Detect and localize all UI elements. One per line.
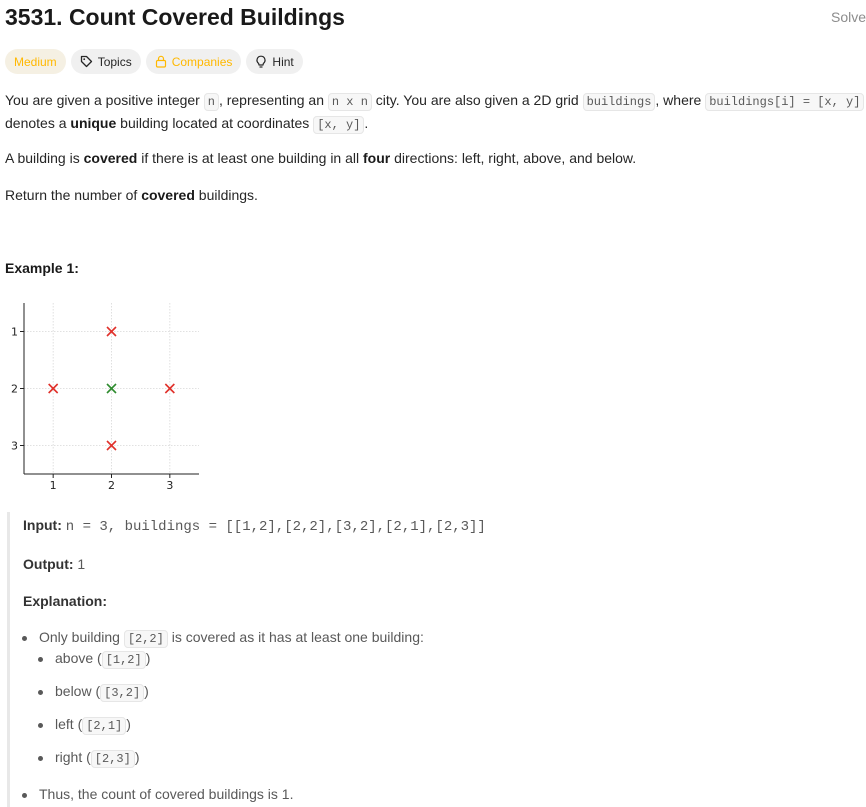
text: ) bbox=[144, 683, 149, 699]
bold-text: covered bbox=[141, 187, 195, 203]
description-paragraph-2 bbox=[5, 148, 636, 169]
description-paragraph-3 bbox=[5, 185, 258, 206]
y-tick-label: 3 bbox=[11, 439, 18, 453]
topics-button[interactable] bbox=[71, 49, 141, 74]
text: right ( bbox=[55, 749, 91, 765]
text: buildings. bbox=[194, 187, 258, 203]
inline-code: [1,2] bbox=[102, 651, 146, 669]
tag-icon bbox=[80, 55, 93, 68]
output-value: 1 bbox=[77, 556, 86, 572]
problem-title: 3531. Count Covered Buildings bbox=[5, 4, 345, 30]
text: is covered as it has at least one building: bbox=[167, 629, 424, 645]
explanation-bullet-1 bbox=[39, 629, 424, 646]
bullet-dot bbox=[38, 690, 43, 695]
output-label: Output: bbox=[23, 556, 74, 572]
text: city. You are also given a 2D grid bbox=[371, 92, 583, 108]
text: below ( bbox=[55, 683, 101, 699]
y-tick-label: 2 bbox=[11, 382, 18, 396]
lightbulb-icon bbox=[255, 55, 267, 69]
text: Only building bbox=[39, 629, 124, 645]
description-paragraph-1 bbox=[5, 90, 864, 136]
text: , where bbox=[655, 92, 706, 108]
solved-status: Solve bbox=[831, 9, 866, 25]
inline-code: [2,3] bbox=[91, 750, 135, 768]
inline-code: [2,2] bbox=[124, 630, 168, 648]
example-grid-plot bbox=[0, 300, 205, 495]
example-block-border bbox=[7, 512, 10, 807]
input-label: Input: bbox=[23, 517, 62, 533]
explanation-sub-right bbox=[55, 749, 139, 766]
text: ) bbox=[145, 650, 151, 666]
example-explanation bbox=[23, 593, 107, 609]
text: Return the number of bbox=[5, 187, 142, 203]
explanation-sub-left bbox=[55, 716, 131, 733]
hint-label: Hint bbox=[272, 54, 294, 69]
inline-code: buildings[i] = [x, y] bbox=[705, 93, 864, 111]
x-tick-label: 3 bbox=[166, 479, 174, 492]
companies-button[interactable] bbox=[146, 49, 242, 74]
bold-text: four bbox=[363, 150, 391, 166]
text: , representing an bbox=[218, 92, 328, 108]
inline-code: n x n bbox=[328, 93, 372, 111]
input-value: n = 3, buildings = [[1,2],[2,2],[3,2],[2,1],[2,3]] bbox=[65, 519, 486, 535]
bold-text: covered bbox=[83, 150, 138, 166]
example-input bbox=[23, 517, 486, 535]
x-tick-label: 2 bbox=[108, 479, 115, 492]
text: . bbox=[364, 115, 369, 131]
explanation-label: Explanation: bbox=[23, 593, 108, 609]
inline-code: [3,2] bbox=[100, 684, 144, 702]
bullet-dot bbox=[38, 657, 43, 662]
explanation-bullet-2: Thus, the count of covered buildings is 1. bbox=[39, 786, 294, 802]
explanation-sub-above bbox=[55, 650, 150, 667]
text: A building is bbox=[5, 150, 84, 166]
lock-icon bbox=[155, 55, 167, 68]
explanation-sub-below bbox=[55, 683, 149, 700]
inline-code: [x, y] bbox=[313, 116, 364, 134]
text: You are given a positive integer bbox=[5, 92, 204, 108]
bullet-dot bbox=[38, 756, 43, 761]
topics-label: Topics bbox=[97, 54, 132, 69]
text: if there is at least one building in all bbox=[137, 150, 364, 166]
inline-code: [2,1] bbox=[82, 717, 126, 735]
example-output bbox=[23, 556, 85, 572]
text: ) bbox=[134, 749, 140, 765]
bullet-dot bbox=[38, 723, 43, 728]
text: denotes a bbox=[5, 115, 71, 131]
bold-text: unique bbox=[70, 115, 117, 131]
text: building located at coordinates bbox=[116, 115, 314, 131]
y-tick-label: 1 bbox=[11, 325, 18, 339]
companies-label: Companies bbox=[171, 54, 233, 69]
inline-code: buildings bbox=[583, 93, 656, 111]
bullet-dot bbox=[22, 793, 27, 798]
difficulty-badge bbox=[5, 49, 66, 74]
text: ) bbox=[126, 716, 131, 732]
text: left ( bbox=[55, 716, 83, 732]
example-title: Example 1: bbox=[5, 260, 79, 276]
inline-code: n bbox=[204, 93, 219, 111]
text: above ( bbox=[55, 650, 102, 666]
x-tick-label: 1 bbox=[49, 479, 57, 492]
hint-button[interactable] bbox=[246, 49, 302, 74]
difficulty-label: Medium bbox=[14, 54, 57, 69]
bullet-dot bbox=[22, 636, 27, 641]
tag-row bbox=[5, 49, 303, 74]
text: directions: left, right, above, and below. bbox=[390, 150, 637, 166]
